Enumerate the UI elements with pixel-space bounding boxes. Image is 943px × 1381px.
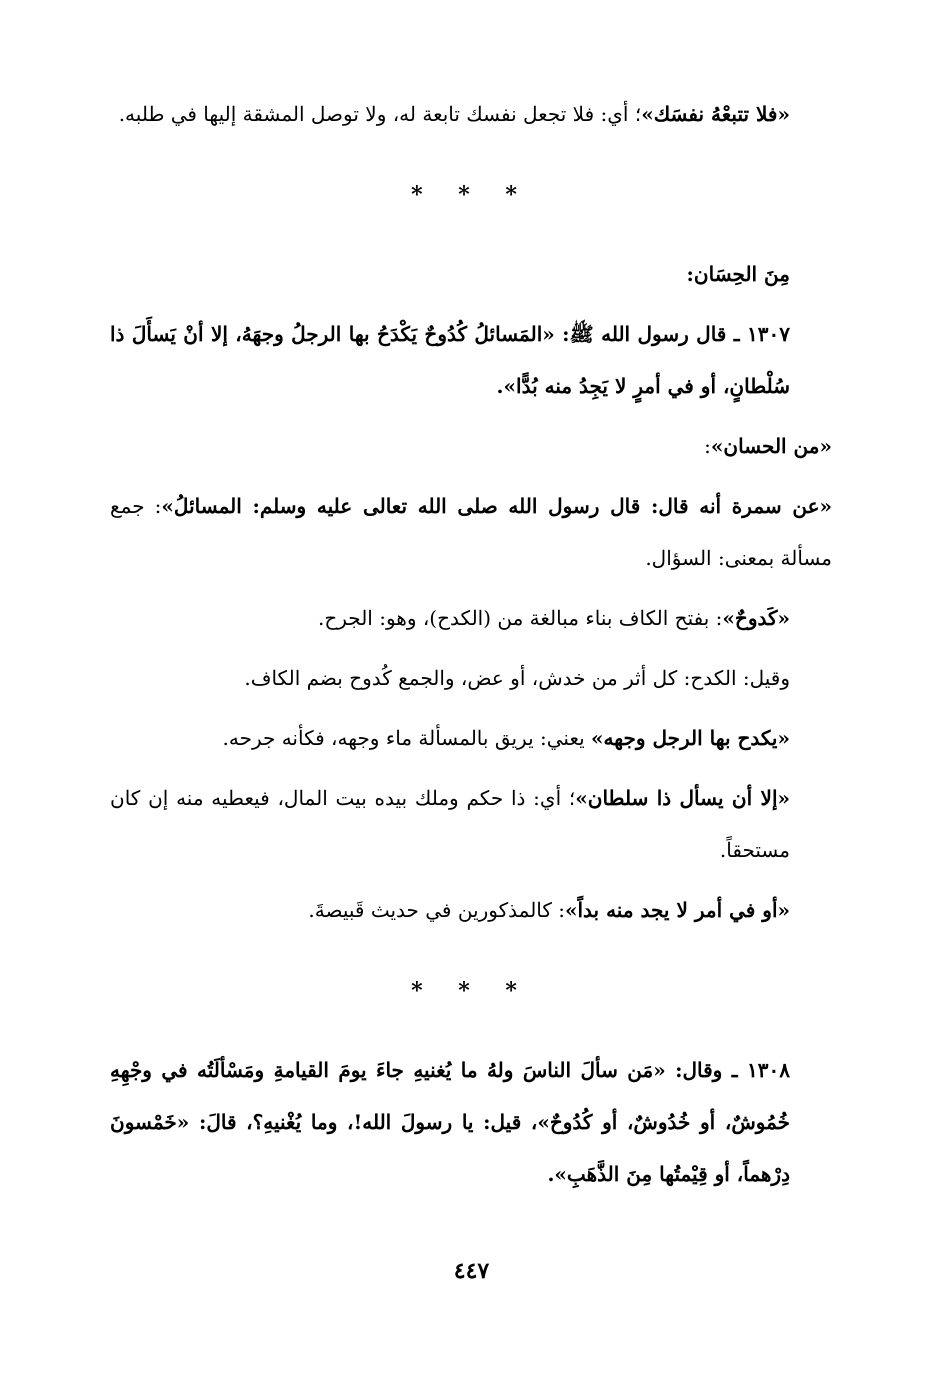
- commentary-lead: «أو في أمر لا يجد منه بداً»: [565, 898, 790, 922]
- commentary-text: : جمع مسألة بمعنى: السؤال.: [110, 494, 832, 570]
- commentary-paragraph: [110, 884, 832, 936]
- intro-paragraph: [110, 88, 832, 140]
- commentary-lead: «يكدح بها الرجل وجهه»: [591, 726, 790, 750]
- commentary-paragraph: [110, 652, 832, 704]
- commentary-lead: «من الحسان»: [710, 434, 832, 458]
- page-number: ٤٤٧: [453, 1258, 490, 1284]
- commentary-1307: [110, 420, 832, 936]
- hadith-1307: ١٣٠٧ ـ قال رسول الله ﷺ: «المَسائلُ كُدُوحٌ يَكْدَحُ بها الرجلُ وجهَهُ، إلا أنْ يَسأَلَ ذا سُلْطانٍ، أو في أمرٍ لا يَجِدُ منه بُدًّا».: [110, 322, 790, 398]
- commentary-lead: «عن سمرة أنه قال: قال رسول الله صلى الله تعالى عليه وسلم: المسائلُ»: [161, 494, 832, 518]
- commentary-text: يعني: يريق بالمسألة ماء وجهه، فكأنه جرحه.: [222, 726, 592, 750]
- section-separator: * * *: [411, 182, 531, 208]
- commentary-lead: «كَدوحٌ»: [722, 606, 790, 630]
- commentary-lead: «إلا أن يسأل ذا سلطان»: [575, 786, 791, 810]
- commentary-paragraph: [110, 420, 832, 472]
- section-separator: * * *: [411, 978, 531, 1004]
- intro-rest: ؛ أي: فلا تجعل نفسك تابعة له، ولا توصل المشقة إليها في طلبه.: [118, 102, 642, 126]
- commentary-paragraph: [110, 480, 832, 584]
- page-body: [110, 88, 832, 1200]
- commentary-text: : بفتح الكاف بناء مبالغة من (الكدح)، وهو: الجرح.: [318, 606, 723, 630]
- commentary-text: : كالمذكورين في حديث قَبيصةَ.: [308, 898, 565, 922]
- commentary-paragraph: [110, 712, 832, 764]
- commentary-paragraph: [110, 592, 832, 644]
- hadith-1308: ١٣٠٨ ـ وقال: «مَن سألَ الناسَ ولهُ ما يُغنيهِ جاءَ يومَ القيامةِ ومَسْألَتُه في وجْهِهِ خُمُوشٌ، أو خُدُوشٌ، أو كُدُوحٌ»، قيل: يا رسولَ الله!، وما يُغْنيهِ؟، قالَ: «خَمْسونَ دِرْهماً، أو قِيْمتُها مِنَ الذَّهَبِ».: [110, 1058, 790, 1186]
- commentary-text: ؛ أي: ذا حكم وملك بيده بيت المال، فيعطيه منه إن كان مستحقاً.: [110, 786, 790, 862]
- commentary-paragraph: [110, 772, 832, 876]
- intro-lead: «فلا تتبعْهُ نفسَك»: [641, 102, 790, 126]
- commentary-text: وقيل: الكدح: كل أثر من خدش، أو عض، والجمع كُدوح بضم الكاف.: [244, 666, 790, 690]
- commentary-text: :: [704, 434, 711, 458]
- section-heading: مِنَ الحِسَان:: [686, 262, 790, 286]
